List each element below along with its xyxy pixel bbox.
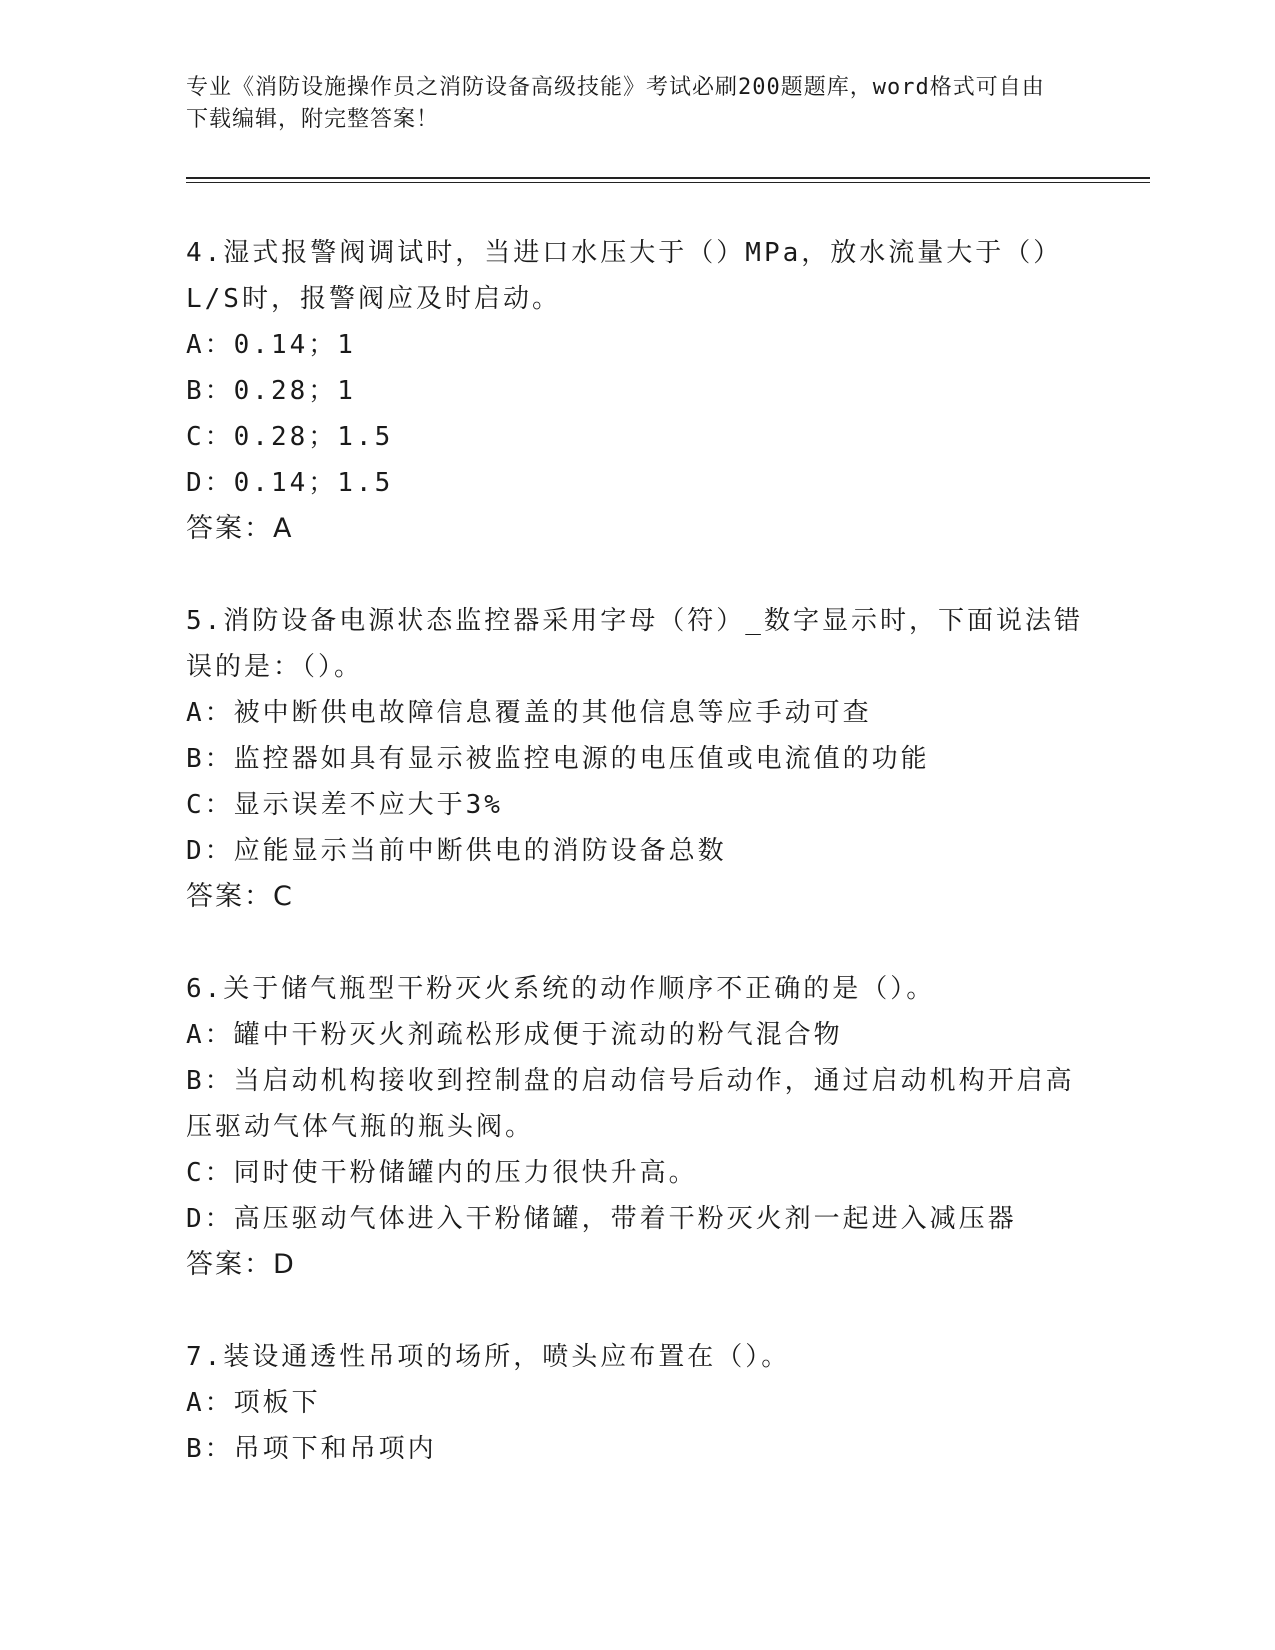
document-header: 专业《消防设施操作员之消防设备高级技能》考试必刷200题题库，word格式可自由下载编辑，附完整答案！ <box>186 75 1045 132</box>
header-divider-thin <box>186 182 1150 183</box>
answer: 答案：D <box>186 1249 296 1280</box>
option-b: B：当启动机构接收到控制盘的启动信号后动作，通过启动机构开启高压驱动气体气瓶的瓶头阀。 <box>186 1066 1075 1142</box>
option-d: D：应能显示当前中断供电的消防设备总数 <box>186 836 727 866</box>
answer: 答案：A <box>186 513 294 544</box>
question-stem: 6.关于储气瓶型干粉灭火系统的动作顺序不正确的是（）。 <box>186 974 936 1004</box>
option-d: D：高压驱动气体进入干粉储罐，带着干粉灭火剂一起进入减压器 <box>186 1204 1017 1234</box>
header-divider <box>186 177 1150 179</box>
option-c: C：显示误差不应大于3% <box>186 790 503 820</box>
option-a: A：0.14；1 <box>186 330 356 360</box>
question-stem: 5.消防设备电源状态监控器采用字母（符）_数字显示时，下面说法错误的是：（）。 <box>186 606 1083 682</box>
option-c: C：同时使干粉储罐内的压力很快升高。 <box>186 1158 698 1188</box>
option-a: A：项板下 <box>186 1388 321 1418</box>
option-c: C：0.28；1.5 <box>186 422 394 452</box>
answer: 答案：C <box>186 881 294 912</box>
option-b: B：吊项下和吊项内 <box>186 1434 437 1464</box>
question-stem: 4.湿式报警阀调试时，当进口水压大于（）MPa，放水流量大于（）L/S时，报警阀应及时启动。 <box>186 238 1063 314</box>
question-5 <box>186 598 1086 920</box>
question-stem: 7.装设通透性吊项的场所，喷头应布置在（）。 <box>186 1342 791 1372</box>
option-b: B：监控器如具有显示被监控电源的电压值或电流值的功能 <box>186 744 930 774</box>
question-4 <box>186 230 1086 552</box>
option-b: B：0.28；1 <box>186 376 356 406</box>
option-d: D：0.14；1.5 <box>186 468 394 498</box>
option-a: A：罐中干粉灭火剂疏松形成便于流动的粉气混合物 <box>186 1020 843 1050</box>
question-list <box>186 230 1086 1518</box>
question-7 <box>186 1334 1086 1472</box>
question-6 <box>186 966 1086 1288</box>
option-a: A：被中断供电故障信息覆盖的其他信息等应手动可查 <box>186 698 872 728</box>
